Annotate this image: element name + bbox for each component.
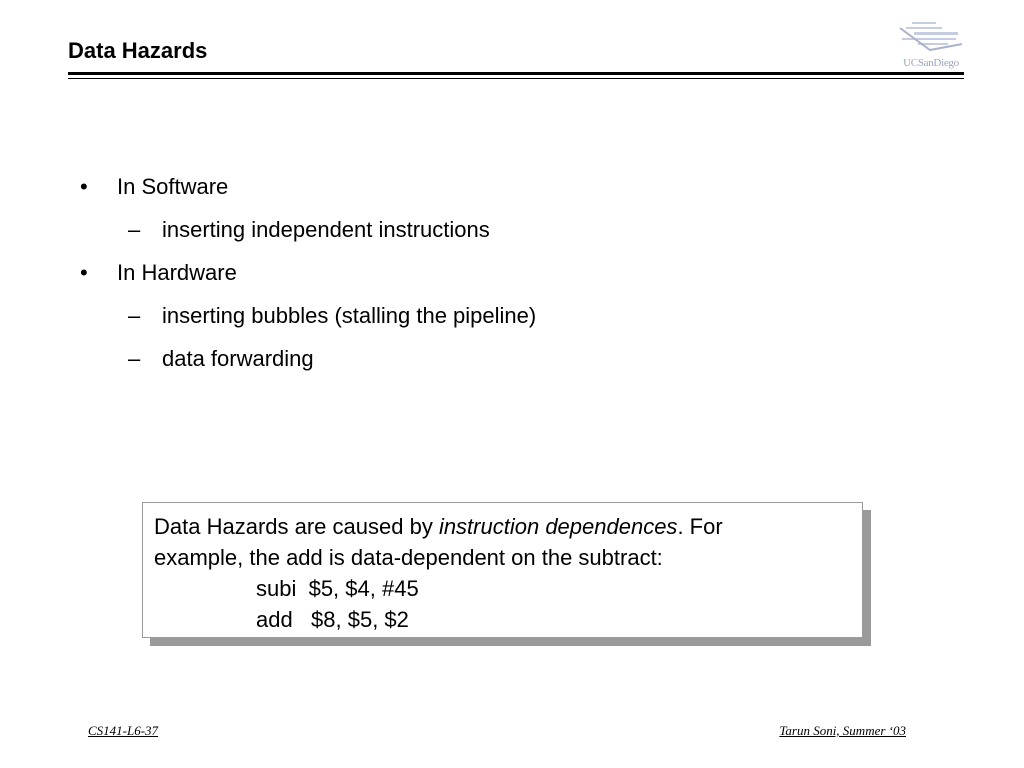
sub-bullet-item <box>80 344 536 387</box>
footer-author: Tarun Soni, Summer ‘03 <box>779 723 906 738</box>
bullet-marker: • <box>80 260 88 285</box>
sub-bullet-text: inserting independent instructions <box>162 217 490 242</box>
callout-line-2: example, the add is data-dependent on the subtract: <box>154 545 663 570</box>
code-line-add: add $8, $5, $2 <box>256 607 409 632</box>
sub-bullet-text: inserting bubbles (stalling the pipeline) <box>162 303 537 328</box>
callout-line-1 <box>154 511 852 542</box>
ucsd-logo-icon <box>896 20 966 60</box>
title-rule-thick <box>68 72 964 75</box>
footer-course-slide: CS141-L6-37 <box>88 723 159 738</box>
callout-emphasis: instruction dependences <box>438 514 678 539</box>
bullet-text: In Software <box>117 174 229 199</box>
callout-text: Data Hazards are caused by <box>154 514 439 539</box>
dash-marker: – <box>128 217 141 242</box>
ucsd-logo <box>896 20 966 72</box>
dash-marker: – <box>128 346 141 371</box>
sub-bullet-item <box>80 301 536 344</box>
sub-bullet-text: data forwarding <box>162 346 314 371</box>
code-line-subi: subi $5, $4, #45 <box>256 576 419 601</box>
callout-text-after: . For <box>677 514 723 539</box>
bullet-item <box>80 172 536 215</box>
bullet-marker: • <box>80 174 88 199</box>
bullet-text: In Hardware <box>117 260 237 285</box>
slide-title: Data Hazards <box>68 38 208 63</box>
title-rule-thin <box>68 78 964 79</box>
callout-box <box>142 502 863 638</box>
logo-text: UCSanDiego <box>903 57 959 69</box>
bullet-list <box>80 172 536 387</box>
sub-bullet-item <box>80 215 536 258</box>
dash-marker: – <box>128 303 141 328</box>
bullet-item <box>80 258 536 301</box>
